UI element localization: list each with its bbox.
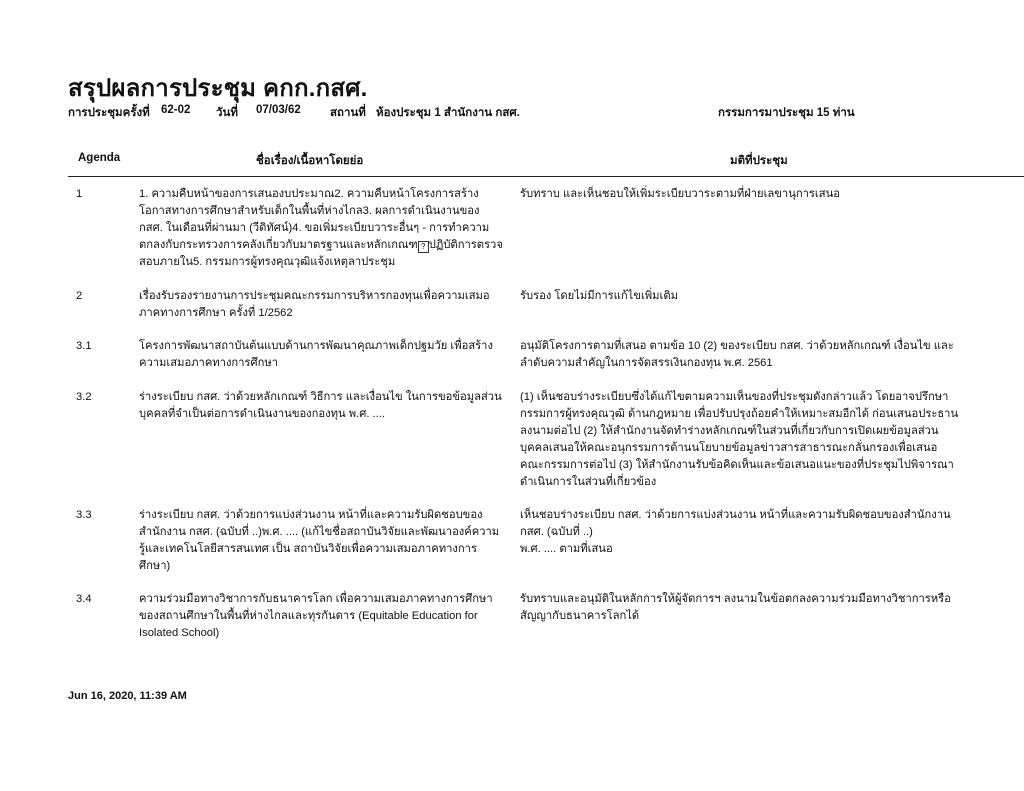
header-topic: ชื่อเรื่อง/เนื้อหาโดยย่อ <box>256 155 364 167</box>
agenda-resolution: รับทราบ และเห็นชอบให้เพิ่มระเบียบวาระตามที่ฝ่ายเลขานุการเสนอ <box>520 188 840 200</box>
header-resolution: มติที่ประชุม <box>730 155 788 167</box>
agenda-number: 3.4 <box>76 593 92 605</box>
topic-text: 1. ความคืบหน้าของการเสนองบประมาณ2. ความคืบหน้าโครงการสร้างโอกาสทางการศึกษาสำหรับเด็กในพื้นที่ห่างไกล3. ผลการดำเนินงานของ กสศ. ในเดือนที่ผ่านมา (วีดิทัศน์)4. ขอเพิ่มระเบียบวาระอื่นๆ - การทำความตกลงกับกระทรวงการคลังเกี่ยวกับมาตรฐานและหลักเกณฑ <box>139 188 490 251</box>
unknown-glyph-icon: ? <box>418 241 429 253</box>
agenda-topic: ร่างระเบียบ กสศ. ว่าด้วยการแบ่งส่วนงาน หน้าที่และความรับผิดชอบของสำนักงาน กสศ. (ฉบับที่ ..)พ.ศ. .... (แก้ไขชื่อสถาบันวิจัยและพัฒนาองค์ความรู้และเทคโนโลยีสารสนเทศ เป็น สถาบันวิจัยเพื่อความเสมอภาคทางการศึกษา) <box>139 509 500 572</box>
resolution-line: พ.ศ. .... ตามที่เสนอ <box>520 543 613 555</box>
meeting-place: ห้องประชุม 1 สำนักงาน กสศ. <box>376 107 520 119</box>
meeting-date: 07/03/62 <box>256 104 301 116</box>
page-title: สรุปผลการประชุม คกก.กสศ. <box>68 75 368 102</box>
agenda-resolution: รับทราบและอนุมัติในหลักการให้ผู้จัดการฯ ลงนามในข้อตกลงความร่วมมือทางวิชาการหรือสัญญากับธนาคารโลกได้ <box>520 593 951 622</box>
agenda-topic: ความร่วมมือทางวิชาการกับธนาคารโลก เพื่อความเสมอภาคทางการศึกษาของสถานศึกษาในพื้นที่ห่างไกลและทุรกันดาร (Equitable Education for Isolated School) <box>139 593 493 639</box>
agenda-topic <box>139 186 504 271</box>
meeting-no: 62-02 <box>161 104 191 116</box>
place-label: สถานที่ <box>330 107 366 119</box>
agenda-number: 3.2 <box>76 391 92 403</box>
agenda-resolution: อนุมัติโครงการตามที่เสนอ ตามข้อ 10 (2) ของระเบียบ กสศ. ว่าด้วยหลักเกณฑ์ เงื่อนไข และลำดับความสำคัญในการจัดสรรเงินกองทุน พ.ศ. 2561 <box>520 340 954 369</box>
agenda-topic: เรื่องรับรองรายงานการประชุมคณะกรรมการบริหารกองทุนเพื่อความเสมอภาคทางการศึกษา ครั้งที่ 1/2562 <box>139 290 490 319</box>
agenda-number: 3.3 <box>76 509 92 521</box>
resolution-line: เห็นชอบร่างระเบียบ กสศ. ว่าด้วยการแบ่งส่วนงาน หน้าที่และความรับผิดชอบของสำนักงาน กสศ. (ฉบับที่ ..) <box>520 509 951 538</box>
date-label: วันที่ <box>216 107 238 119</box>
meeting-no-label: การประชุมครั้งที่ <box>68 107 150 119</box>
header-agenda: Agenda <box>78 152 121 164</box>
attendee-count: กรรมการมาประชุม 15 ท่าน <box>718 107 855 119</box>
agenda-number: 3.1 <box>76 340 92 352</box>
meeting-meta <box>68 104 1024 120</box>
agenda-resolution: รับรอง โดยไม่มีการแก้ไขเพิ่มเติม <box>520 290 678 302</box>
agenda-topic: ร่างระเบียบ กสศ. ว่าด้วยหลักเกณฑ์ วิธีการ และเงื่อนไข ในการขอข้อมูลส่วนบุคคลที่จำเป็นต่อการดำเนินงานของกองทุน พ.ศ. .... <box>139 391 502 420</box>
agenda-topic: โครงการพัฒนาสถาบันต้นแบบด้านการพัฒนาคุณภาพเด็กปฐมวัย เพื่อสร้างความเสมอภาคทางการศึกษา <box>139 340 493 369</box>
agenda-number: 2 <box>76 290 83 302</box>
agenda-resolution <box>520 507 960 558</box>
agenda-resolution: (1) เห็นชอบร่างระเบียบซึ่งได้แก้ไขตามความเห็นของที่ประชุมดังกล่าวแล้ว โดยอาจปรึกษากรรมการผู้ทรงคุณวุฒิ ด้านกฎหมาย เพื่อปรับปรุงถ้อยคำให้เหมาะสมอีกได้ ก่อนเสนอประธานลงนามต่อไป (2) ให้สำนักงานจัดทำร่างหลักเกณฑ์ในส่วนที่เกี่ยวกับการเปิดเผยข้อมูลส่วนบุคคลเสนอให้คณะอนุกรรมการด้านนโยบายข้อมูลข่าวสารสาธารณะกลั่นกรองเพื่อเสนอคณะกรรมการต่อไป (3) ให้สำนักงานรับข้อคิดเห็นและข้อเสนอแนะของที่ประชุมไปพิจารณาดำเนินการในส่วนที่เกี่ยวข้อง <box>520 391 959 488</box>
print-timestamp: Jun 16, 2020, 11:39 AM <box>68 690 187 702</box>
agenda-number: 1 <box>76 188 83 200</box>
topic-text: ปฏิบัติการตรวจสอบภายใน5. กรรมการผู้ทรงคุณวุฒิแจ้งเหตุลาประชุม <box>139 239 503 268</box>
table-header <box>68 150 1024 177</box>
